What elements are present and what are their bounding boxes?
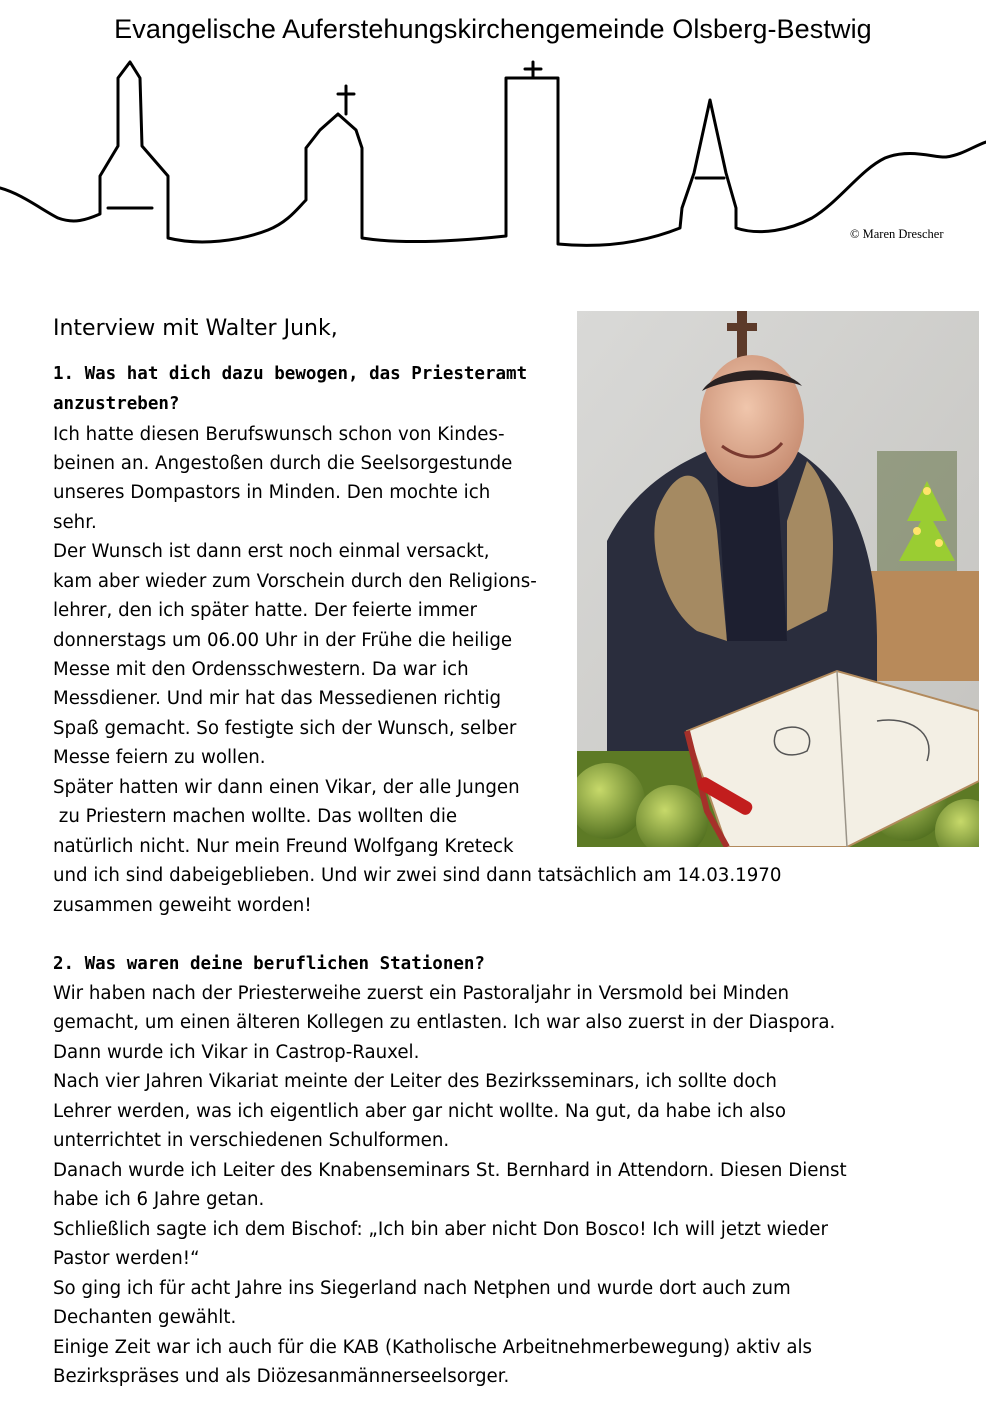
answer-1-line: zu Priestern machen wollte. Das wollten die [53,806,458,827]
answer-2-line: gemacht, um einen älteren Kollegen zu entlasten. Ich war also zuerst in der Diaspora. [53,1012,836,1033]
copyright-credit: © Maren Drescher [850,227,944,241]
answer-1-line: kam aber wieder zum Vorschein durch den Religions- [53,571,537,592]
answer-1-line: zusammen geweiht worden! [53,895,312,916]
answer-2-line: habe ich 6 Jahre getan. [53,1189,265,1210]
question-2: 2. Was waren deine beruflichen Stationen? [53,954,485,974]
question-1-line-2: anzustreben? [53,394,180,414]
answer-1-line: und ich sind dabeigeblieben. Und wir zwei sind dann tatsächlich am 14.03.1970 [53,865,782,886]
answer-1-line: lehrer, den ich später hatte. Der feierte immer [53,600,477,621]
answer-1-line: unseres Dompastors in Minden. Den mochte ich [53,482,491,503]
answer-2-line: Einige Zeit war ich auch für die KAB (Katholische Arbeitnehmerbewegung) aktiv als [53,1337,813,1358]
answer-2-line: Dann wurde ich Vikar in Castrop-Rauxel. [53,1042,420,1063]
answer-2-line: Schließlich sagte ich dem Bischof: „Ich bin aber nicht Don Bosco! Ich will jetzt wieder [53,1219,828,1240]
answer-2-line: Pastor werden!“ [53,1248,200,1269]
answer-1-line: Spaß gemacht. So festigte sich der Wunsch, selber [53,718,517,739]
answer-1-line: Später hatten wir dann einen Vikar, der alle Jungen [53,777,520,798]
answer-2-line: unterrichtet in verschiedenen Schulformen. [53,1130,450,1151]
answer-1-line: Messdiener. Und mir hat das Messedienen richtig [53,688,502,709]
church-skyline-icon [0,58,986,248]
header-title: Evangelische Auferstehungskirchengemeinde Olsberg-Bestwig [114,14,872,44]
answer-2-line: Nach vier Jahren Vikariat meinte der Leiter des Bezirksseminars, ich sollte doch [53,1071,777,1092]
answer-2-line: Wir haben nach der Priesterweihe zuerst ein Pastoraljahr in Versmold bei Minden [53,983,790,1004]
answer-1-line: donnerstags um 06.00 Uhr in der Frühe die heilige [53,630,513,651]
article-title: Interview mit Walter Junk, [53,316,338,341]
answer-1-line: beinen an. Angestoßen durch die Seelsorgestunde [53,453,513,474]
question-1-line-1: 1. Was hat dich dazu bewogen, das Priesteramt [53,364,528,384]
answer-2-line: Lehrer werden, was ich eigentlich aber gar nicht wollte. Na gut, da habe ich also [53,1101,787,1122]
answer-2-line: Dechanten gewählt. [53,1307,237,1328]
answer-1-line: sehr. [53,512,97,533]
answer-2-line: Bezirkspräses und als Diözesanmännerseelsorger. [53,1366,510,1387]
answer-1-line: Der Wunsch ist dann erst noch einmal versackt, [53,541,490,562]
answer-1-line: natürlich nicht. Nur mein Freund Wolfgang Kreteck [53,836,514,857]
portrait-photo-icon [577,311,979,847]
portrait-photo [577,311,979,847]
answer-1-line: Messe feiern zu wollen. [53,747,266,768]
answer-1-line: Messe mit den Ordensschwestern. Da war ich [53,659,469,680]
answer-2-line: So ging ich für acht Jahre ins Siegerland nach Netphen und wurde dort auch zum [53,1278,791,1299]
answer-1-line: Ich hatte diesen Berufswunsch schon von Kindes- [53,424,505,445]
answer-2-line: Danach wurde ich Leiter des Knabenseminars St. Bernhard in Attendorn. Diesen Dienst [53,1160,847,1181]
